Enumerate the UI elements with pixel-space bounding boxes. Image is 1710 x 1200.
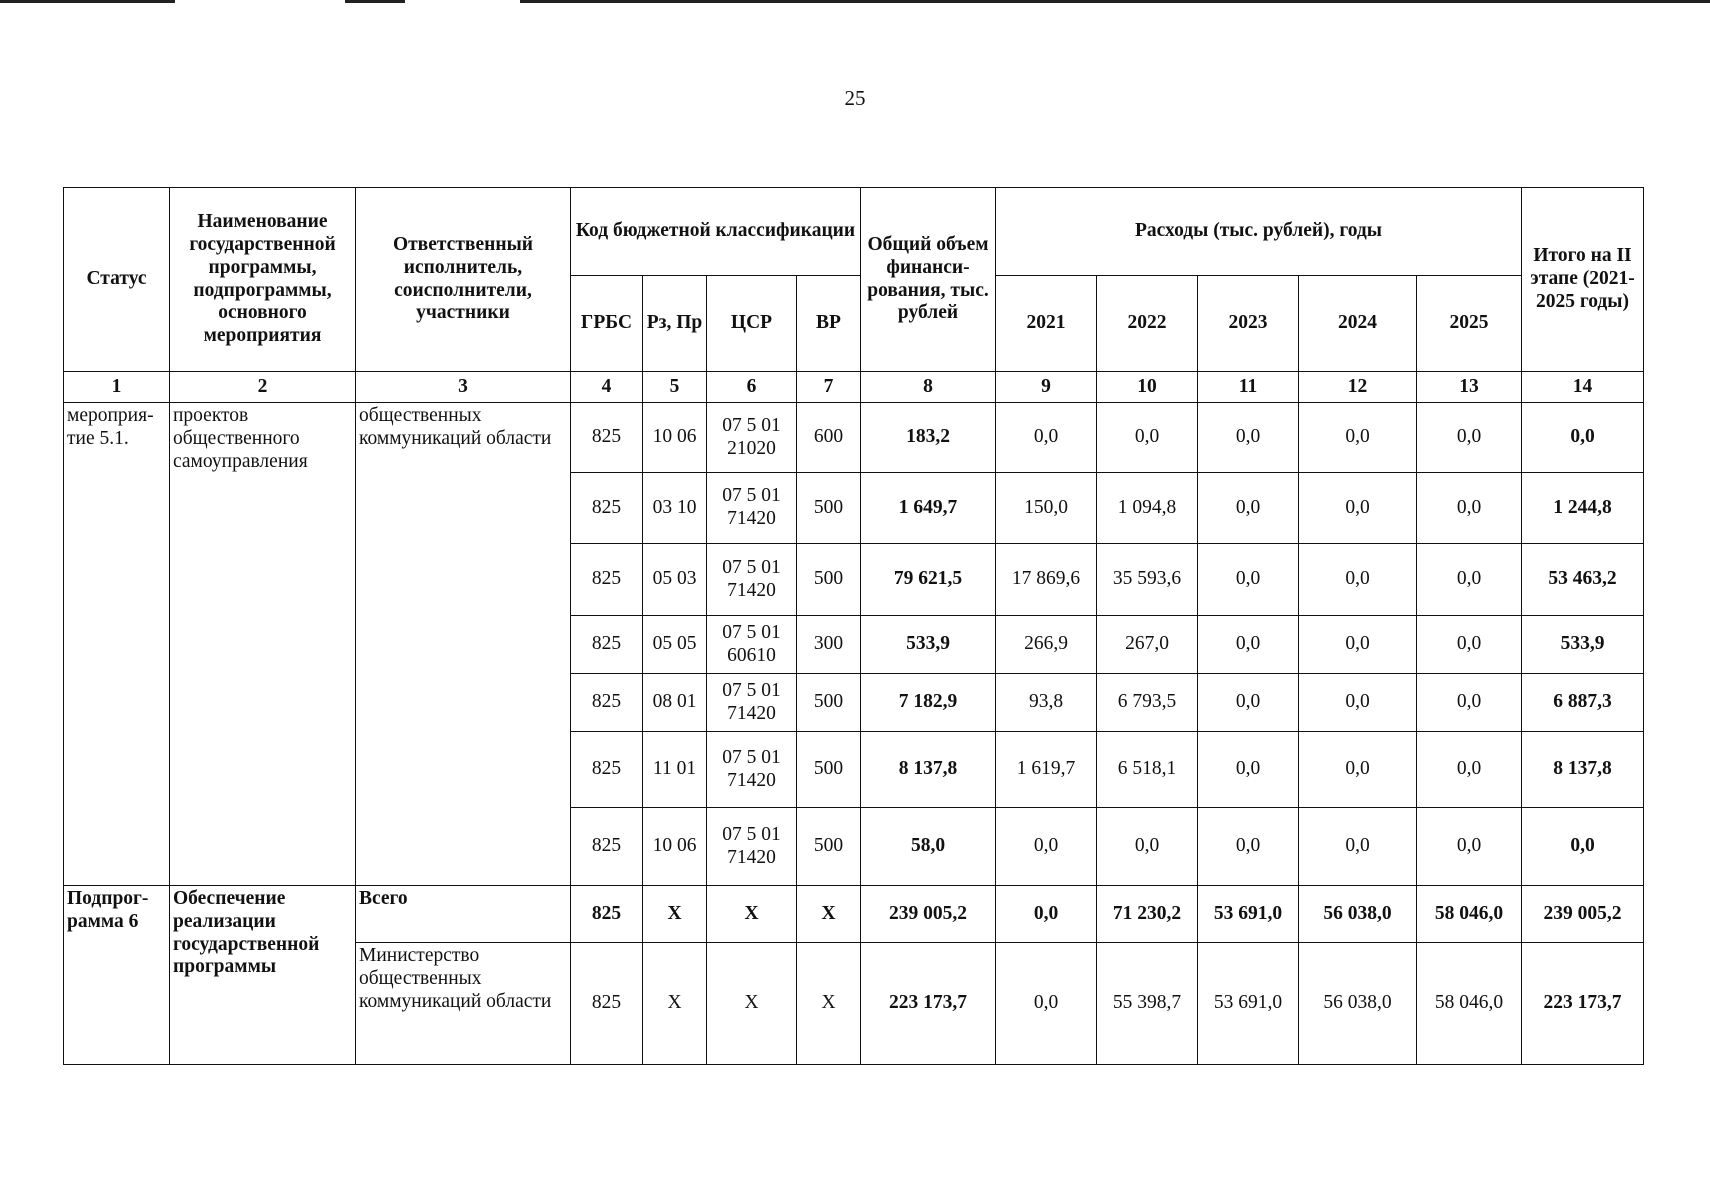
year-2023-cell: 53 691,0 [1198, 886, 1299, 943]
year-2021-cell: 1 619,7 [996, 732, 1097, 808]
column-number: 14 [1522, 372, 1644, 403]
year-2021-cell: 150,0 [996, 473, 1097, 544]
year-2024-cell: 0,0 [1299, 616, 1417, 674]
year-2024-cell: 0,0 [1299, 544, 1417, 616]
column-number: 6 [707, 372, 797, 403]
header-status: Статус [64, 188, 170, 372]
total-cell: 58,0 [861, 808, 996, 886]
year-2022-cell: 6 518,1 [1097, 732, 1198, 808]
column-number: 1 [64, 372, 170, 403]
total-cell: 1 649,7 [861, 473, 996, 544]
csr-cell: 07 5 01 71420 [707, 732, 797, 808]
header-grbs: ГРБС [571, 276, 643, 372]
year-2022-cell: 267,0 [1097, 616, 1198, 674]
program-name-cell: Обеспечение реализации государственной программы [170, 886, 356, 1065]
column-number: 11 [1198, 372, 1299, 403]
table-row [64, 403, 1644, 473]
header-total-volume: Общий объем финанси-рования, тыс. рублей [861, 188, 996, 372]
csr-cell: X [707, 886, 797, 943]
header-expenses: Расходы (тыс. рублей), годы [996, 188, 1522, 276]
grbs-cell: 825 [571, 808, 643, 886]
header-year-2024: 2024 [1299, 276, 1417, 372]
table-row [64, 886, 1644, 943]
top-rule-mid [345, 0, 405, 3]
column-number-row [64, 372, 1644, 403]
rzpr-cell: 05 05 [643, 616, 707, 674]
program-name-cell: проектов общественного самоуправления [170, 403, 356, 886]
stage-total-cell: 239 005,2 [1522, 886, 1644, 943]
grbs-cell: 825 [571, 732, 643, 808]
year-2024-cell: 0,0 [1299, 674, 1417, 732]
status-cell: мероприя-тие 5.1. [64, 403, 170, 886]
vr-cell: 500 [797, 674, 861, 732]
vr-cell: 500 [797, 732, 861, 808]
grbs-cell: 825 [571, 674, 643, 732]
rzpr-cell: 10 06 [643, 403, 707, 473]
year-2025-cell: 0,0 [1417, 403, 1522, 473]
grbs-cell: 825 [571, 886, 643, 943]
year-2021-cell: 0,0 [996, 943, 1097, 1065]
year-2021-cell: 0,0 [996, 808, 1097, 886]
stage-total-cell: 1 244,8 [1522, 473, 1644, 544]
total-cell: 7 182,9 [861, 674, 996, 732]
vr-cell: X [797, 943, 861, 1065]
stage-total-cell: 0,0 [1522, 808, 1644, 886]
year-2023-cell: 0,0 [1198, 403, 1299, 473]
top-rule-left [0, 0, 175, 3]
column-number: 10 [1097, 372, 1198, 403]
year-2021-cell: 0,0 [996, 886, 1097, 943]
rzpr-cell: 05 03 [643, 544, 707, 616]
header-stage-total: Итого на II этапе (2021-2025 годы) [1522, 188, 1644, 372]
column-number: 8 [861, 372, 996, 403]
year-2021-cell: 0,0 [996, 403, 1097, 473]
csr-cell: 07 5 01 71420 [707, 674, 797, 732]
header-budget-code: Код бюджетной классификации [571, 188, 861, 276]
year-2023-cell: 0,0 [1198, 616, 1299, 674]
year-2022-cell: 71 230,2 [1097, 886, 1198, 943]
vr-cell: 500 [797, 473, 861, 544]
page-number: 25 [844, 86, 866, 110]
total-cell: 239 005,2 [861, 886, 996, 943]
year-2022-cell: 1 094,8 [1097, 473, 1198, 544]
year-2024-cell: 56 038,0 [1299, 886, 1417, 943]
year-2025-cell: 0,0 [1417, 616, 1522, 674]
year-2024-cell: 0,0 [1299, 808, 1417, 886]
header-year-2023: 2023 [1198, 276, 1299, 372]
year-2023-cell: 53 691,0 [1198, 943, 1299, 1065]
csr-cell: 07 5 01 21020 [707, 403, 797, 473]
year-2025-cell: 0,0 [1417, 674, 1522, 732]
header-year-2021: 2021 [996, 276, 1097, 372]
executor-cell: Всего [356, 886, 571, 943]
header-vr: ВР [797, 276, 861, 372]
rzpr-cell: 10 06 [643, 808, 707, 886]
status-cell: Подпрог-рамма 6 [64, 886, 170, 1065]
column-number: 4 [571, 372, 643, 403]
total-cell: 223 173,7 [861, 943, 996, 1065]
budget-table [63, 187, 1644, 1065]
vr-cell: X [797, 886, 861, 943]
vr-cell: 500 [797, 544, 861, 616]
year-2025-cell: 0,0 [1417, 732, 1522, 808]
stage-total-cell: 6 887,3 [1522, 674, 1644, 732]
year-2022-cell: 0,0 [1097, 808, 1198, 886]
executor-cell: Министерство общественных коммуникаций области [356, 943, 571, 1065]
csr-cell: 07 5 01 71420 [707, 473, 797, 544]
year-2025-cell: 58 046,0 [1417, 886, 1522, 943]
year-2024-cell: 0,0 [1299, 473, 1417, 544]
year-2025-cell: 0,0 [1417, 808, 1522, 886]
column-number: 7 [797, 372, 861, 403]
year-2025-cell: 0,0 [1417, 544, 1522, 616]
header-year-2025: 2025 [1417, 276, 1522, 372]
vr-cell: 300 [797, 616, 861, 674]
rzpr-cell: X [643, 886, 707, 943]
stage-total-cell: 8 137,8 [1522, 732, 1644, 808]
year-2023-cell: 0,0 [1198, 732, 1299, 808]
header-csr: ЦСР [707, 276, 797, 372]
year-2021-cell: 17 869,6 [996, 544, 1097, 616]
column-number: 13 [1417, 372, 1522, 403]
year-2023-cell: 0,0 [1198, 473, 1299, 544]
stage-total-cell: 533,9 [1522, 616, 1644, 674]
csr-cell: 07 5 01 71420 [707, 544, 797, 616]
column-number: 9 [996, 372, 1097, 403]
header-program-name: Наименование государственной программы, подпрограммы, основного мероприятия [170, 188, 356, 372]
csr-cell: X [707, 943, 797, 1065]
grbs-cell: 825 [571, 616, 643, 674]
total-cell: 183,2 [861, 403, 996, 473]
year-2023-cell: 0,0 [1198, 808, 1299, 886]
column-number: 3 [356, 372, 571, 403]
total-cell: 533,9 [861, 616, 996, 674]
header-year-2022: 2022 [1097, 276, 1198, 372]
year-2021-cell: 93,8 [996, 674, 1097, 732]
year-2022-cell: 0,0 [1097, 403, 1198, 473]
executor-cell: общественных коммуникаций области [356, 403, 571, 886]
header-executor: Ответственный исполнитель, соисполнители, участники [356, 188, 571, 372]
grbs-cell: 825 [571, 473, 643, 544]
year-2023-cell: 0,0 [1198, 674, 1299, 732]
header-rz-pr: Рз, Пр [643, 276, 707, 372]
year-2023-cell: 0,0 [1198, 544, 1299, 616]
year-2025-cell: 0,0 [1417, 473, 1522, 544]
grbs-cell: 825 [571, 544, 643, 616]
rzpr-cell: 03 10 [643, 473, 707, 544]
year-2022-cell: 55 398,7 [1097, 943, 1198, 1065]
vr-cell: 500 [797, 808, 861, 886]
total-cell: 79 621,5 [861, 544, 996, 616]
header-row-1 [64, 188, 1644, 276]
column-number: 5 [643, 372, 707, 403]
year-2024-cell: 0,0 [1299, 403, 1417, 473]
year-2024-cell: 0,0 [1299, 732, 1417, 808]
year-2022-cell: 35 593,6 [1097, 544, 1198, 616]
stage-total-cell: 223 173,7 [1522, 943, 1644, 1065]
year-2024-cell: 56 038,0 [1299, 943, 1417, 1065]
rzpr-cell: X [643, 943, 707, 1065]
year-2022-cell: 6 793,5 [1097, 674, 1198, 732]
rzpr-cell: 08 01 [643, 674, 707, 732]
stage-total-cell: 53 463,2 [1522, 544, 1644, 616]
grbs-cell: 825 [571, 403, 643, 473]
csr-cell: 07 5 01 71420 [707, 808, 797, 886]
year-2021-cell: 266,9 [996, 616, 1097, 674]
column-number: 2 [170, 372, 356, 403]
year-2025-cell: 58 046,0 [1417, 943, 1522, 1065]
vr-cell: 600 [797, 403, 861, 473]
csr-cell: 07 5 01 60610 [707, 616, 797, 674]
total-cell: 8 137,8 [861, 732, 996, 808]
column-number: 12 [1299, 372, 1417, 403]
stage-total-cell: 0,0 [1522, 403, 1644, 473]
top-rule-right [520, 0, 1710, 3]
grbs-cell: 825 [571, 943, 643, 1065]
rzpr-cell: 11 01 [643, 732, 707, 808]
